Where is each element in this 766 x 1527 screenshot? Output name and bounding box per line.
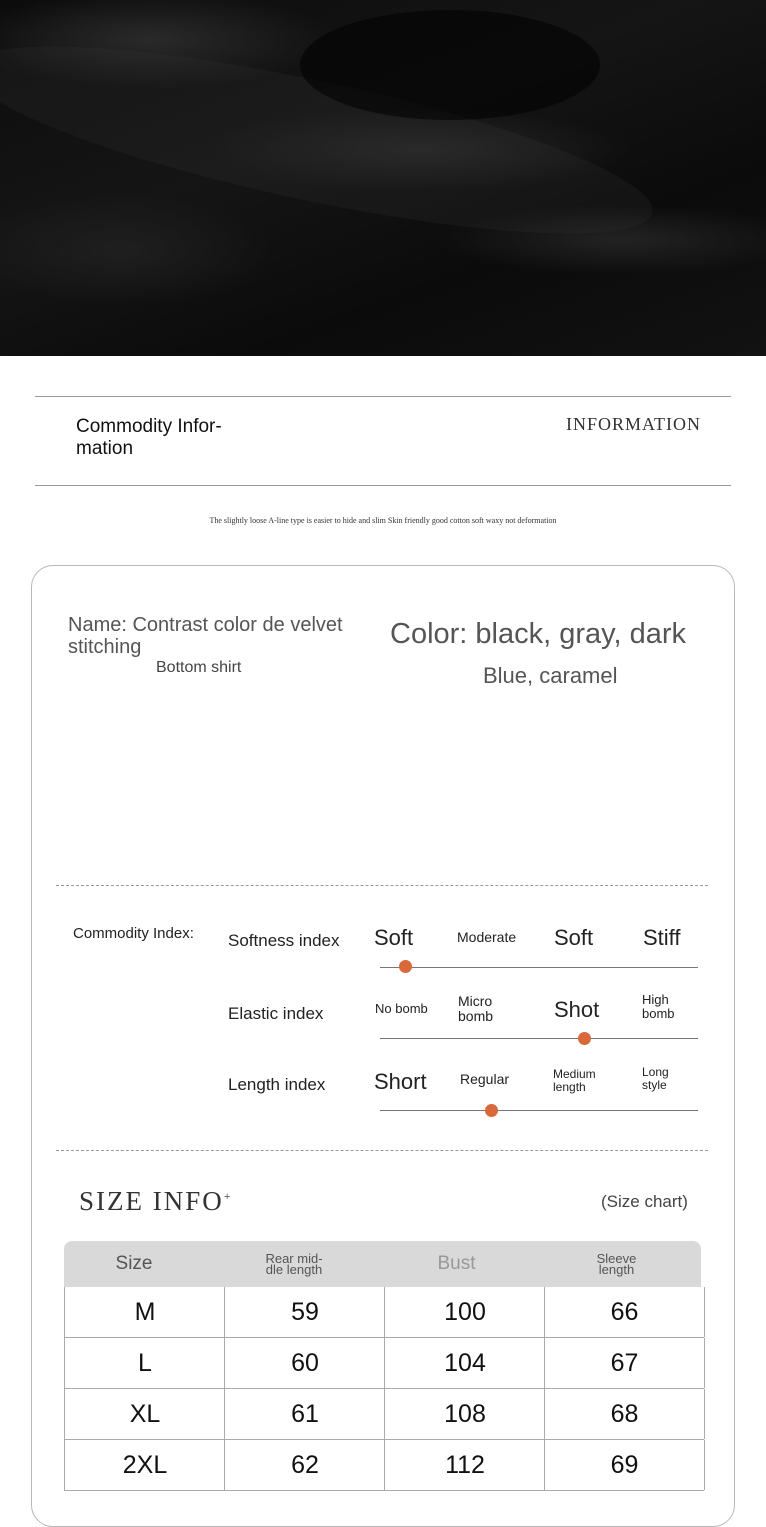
elastic-option-1: No bomb: [375, 1001, 428, 1016]
softness-option-3: Soft: [554, 925, 594, 950]
top-divider: [35, 396, 731, 397]
length-option-2: Regular: [460, 1071, 510, 1087]
table-cell: XL: [64, 1389, 225, 1439]
table-cell: 62: [224, 1440, 385, 1490]
table-cell: 61: [224, 1389, 385, 1439]
product-colors: Color: black, gray, dark: [390, 618, 687, 650]
softness-option-1: Soft: [374, 925, 414, 950]
softness-index-label: Softness index: [228, 931, 340, 950]
size-table-header: [64, 1241, 701, 1287]
commodity-index-label: Commodity Index:: [73, 925, 194, 942]
fabric-closeup-image: [0, 0, 766, 356]
column-header-size: Size: [115, 1253, 153, 1274]
product-name-suffix: Bottom shirt: [156, 659, 242, 676]
softness-option-4: Stiff: [643, 925, 681, 950]
product-colors-continued: Blue, caramel: [483, 663, 618, 688]
softness-scale-track: [380, 967, 698, 968]
table-cell: 2XL: [64, 1440, 225, 1490]
table-row: [64, 1440, 704, 1491]
elastic-scale-marker: [578, 1032, 591, 1045]
length-scale-track: [380, 1110, 698, 1111]
table-cell: 67: [544, 1338, 705, 1388]
table-cell: 60: [224, 1338, 385, 1388]
length-option-1: Short: [374, 1069, 427, 1094]
bottom-divider: [35, 485, 731, 486]
commodity-info-title: Commodity Infor- mation: [76, 416, 222, 459]
softness-option-2: Moderate: [457, 929, 517, 945]
elastic-scale-track: [380, 1038, 698, 1039]
column-header-rear-middle-length: Rear mid- dle length: [265, 1251, 323, 1277]
dashed-divider: [56, 885, 708, 886]
size-info-title-text: SIZE INFO: [79, 1186, 224, 1216]
size-info-title-mark: +: [223, 1189, 231, 1203]
column-header-sleeve-length: Sleeve length: [596, 1251, 637, 1277]
table-row: [64, 1389, 704, 1440]
length-option-3: Medium length: [553, 1067, 596, 1094]
table-cell: 66: [544, 1287, 705, 1337]
table-row: [64, 1287, 704, 1338]
table-cell: 69: [544, 1440, 705, 1490]
table-cell: 112: [384, 1440, 545, 1490]
elastic-option-2: Micro bomb: [458, 993, 494, 1024]
table-cell: 104: [384, 1338, 545, 1388]
table-cell: L: [64, 1338, 225, 1388]
size-info-title: [79, 1186, 231, 1217]
table-row: [64, 1338, 704, 1389]
size-table-body: [64, 1287, 704, 1491]
size-chart-label: (Size chart): [601, 1192, 688, 1211]
elastic-option-4: High bomb: [642, 992, 675, 1021]
column-header-bust: Bust: [437, 1253, 476, 1274]
fabric-fold-shadow: [300, 10, 600, 120]
information-title: INFORMATION: [566, 414, 702, 434]
length-index-label: Length index: [228, 1075, 326, 1094]
tagline: The slightly loose A-line type is easier to hide and slim Skin friendly good cotton soft waxy not deformation: [209, 516, 557, 525]
table-cell: 68: [544, 1389, 705, 1439]
dashed-divider-2: [56, 1150, 708, 1151]
table-cell: 59: [224, 1287, 385, 1337]
table-cell: M: [64, 1287, 225, 1337]
table-cell: 100: [384, 1287, 545, 1337]
length-option-4: Long style: [642, 1065, 669, 1092]
elastic-index-label: Elastic index: [228, 1004, 324, 1023]
elastic-option-3: Shot: [554, 997, 600, 1022]
product-name: Name: Contrast color de velvet stitching: [68, 614, 343, 658]
table-cell: 108: [384, 1389, 545, 1439]
